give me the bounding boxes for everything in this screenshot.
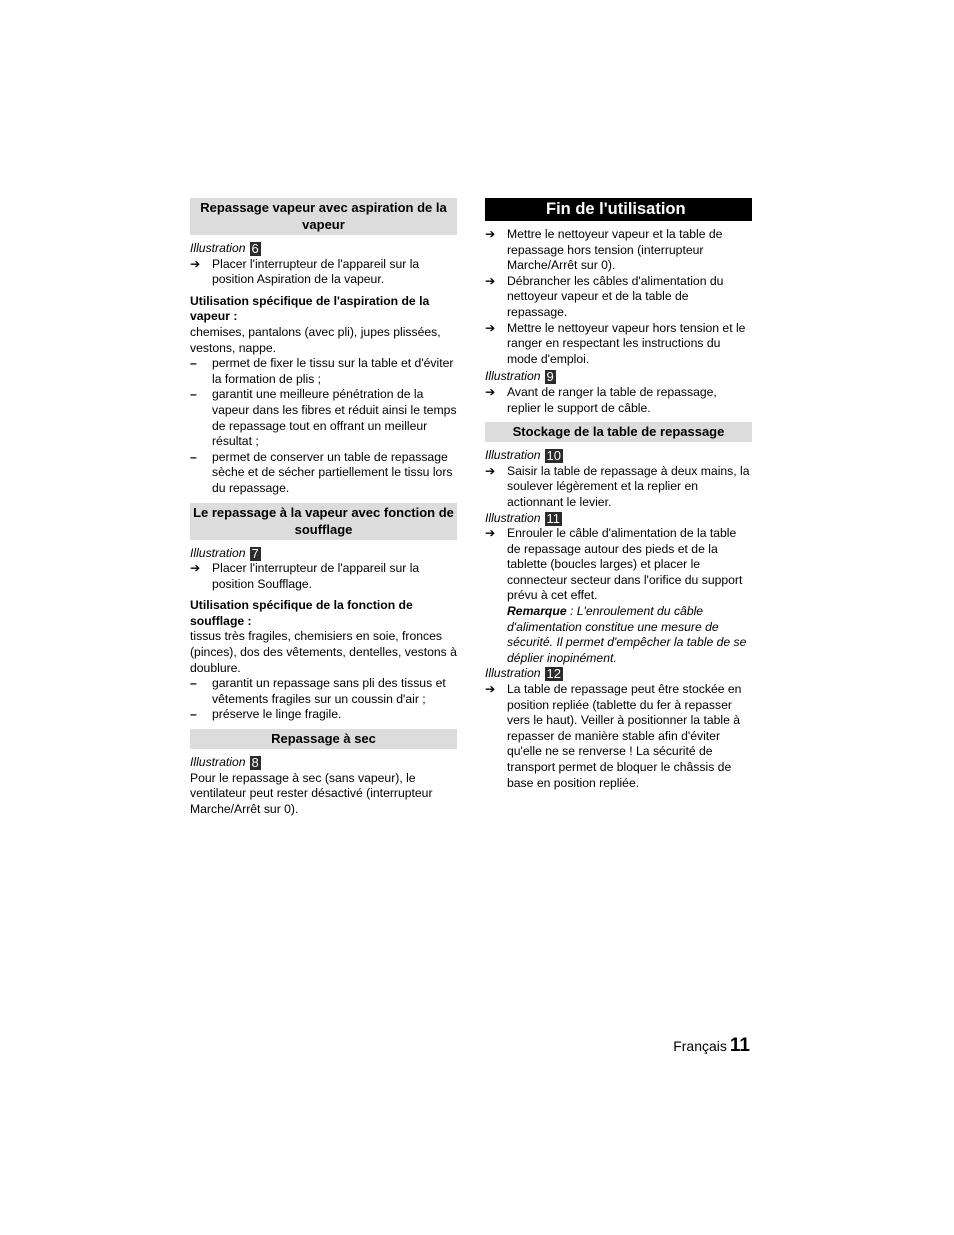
instruction-item: ➔ Enrouler le câble d'alimentation de la table de repassage autour des pieds et de la tablette (boucles larges) et placer le connecteur secteur dans l'orifice du support prévu à cet effet. bbox=[485, 526, 743, 603]
footer-language: Français bbox=[673, 1038, 727, 1054]
arrow-icon: ➔ bbox=[485, 526, 496, 541]
dash-icon: – bbox=[190, 449, 197, 464]
arrow-icon: ➔ bbox=[485, 463, 496, 478]
note-label: Remarque bbox=[507, 604, 567, 619]
main-heading: Fin de l'utilisation bbox=[485, 198, 752, 221]
dash-icon: – bbox=[190, 676, 197, 691]
illustration-ref: Illustration 8 bbox=[190, 755, 259, 771]
dash-item: – permet de conserver un table de repassage sèche et de sécher partiellement le tissu lors du repassage. bbox=[190, 449, 453, 495]
instruction-item: ➔ Avant de ranger la table de repassage, replier le support de câble. bbox=[485, 384, 717, 415]
usage-heading: Utilisation spécifique de la fonction de soufflage : bbox=[190, 598, 413, 628]
dash-item: – permet de fixer le tissu sur la table et d'éviter la formation de plis ; bbox=[190, 356, 454, 386]
instruction-item: ➔ Mettre le nettoyeur vapeur hors tension et le ranger en respectant les instructions du mode d'emploi. bbox=[485, 320, 746, 366]
safety-note: Remarque : L'enroulement du câble d'alimentation constitue une mesure de sécurité. Il permet d'empêcher la table de se déplier inopinément. bbox=[507, 604, 747, 665]
page-footer bbox=[673, 1035, 750, 1056]
illustration-number: 7 bbox=[251, 545, 259, 561]
illustration-number: 12 bbox=[546, 666, 562, 682]
illustration-ref: Illustration 9 bbox=[485, 369, 554, 385]
arrow-icon: ➔ bbox=[485, 273, 496, 288]
usage-text: tissus très fragiles, chemisiers en soie, fronces (pinces), dos des vêtements, dentelles, vestons à doublure. bbox=[190, 629, 457, 675]
instruction-item: ➔ Placer l'interrupteur de l'appareil sur la position Aspiration de la vapeur. bbox=[190, 256, 420, 287]
section-heading-soufflage: Le repassage à la vapeur avec fonction de soufflage bbox=[190, 503, 457, 540]
arrow-icon: ➔ bbox=[485, 384, 496, 399]
right-column bbox=[485, 198, 752, 791]
usage-text: chemises, pantalons (avec pli), jupes plissées, vestons, nappe. bbox=[190, 324, 441, 355]
section-heading-stockage: Stockage de la table de repassage bbox=[485, 422, 752, 442]
dash-item: – garantit un repassage sans pli des tissus et vêtements fragiles sur un coussin d'air ; bbox=[190, 676, 446, 706]
dash-icon: – bbox=[190, 707, 197, 722]
arrow-icon: ➔ bbox=[190, 561, 201, 576]
dash-icon: – bbox=[190, 387, 197, 402]
arrow-icon: ➔ bbox=[485, 682, 496, 697]
illustration-ref: Illustration 12 bbox=[485, 666, 562, 682]
body-text: Pour le repassage à sec (sans vapeur), le ventilateur peut rester désactivé (interrupteur Marche/Arrêt sur 0). bbox=[190, 770, 433, 816]
instruction-item: ➔ Placer l'interrupteur de l'appareil sur la position Soufflage. bbox=[190, 561, 420, 591]
arrow-icon: ➔ bbox=[190, 256, 201, 271]
illustration-ref: Illustration 11 bbox=[485, 510, 561, 526]
left-column bbox=[190, 198, 457, 817]
arrow-icon: ➔ bbox=[485, 320, 496, 335]
illustration-number: 8 bbox=[251, 755, 259, 771]
illustration-ref: Illustration 6 bbox=[190, 241, 259, 256]
illustration-number: 10 bbox=[546, 448, 562, 464]
instruction-item: ➔ Saisir la table de repassage à deux mains, la soulever légèrement et la replier en actionnant le levier. bbox=[485, 463, 750, 509]
illustration-number: 9 bbox=[546, 369, 554, 385]
dash-item: – garantit une meilleure pénétration de la vapeur dans les fibres et réduit ainsi le temps de repassage tout en offrant un meilleur résultat ; bbox=[190, 387, 457, 449]
dash-item: – préserve le linge fragile. bbox=[190, 707, 342, 722]
section-heading-aspiration: Repassage vapeur avec aspiration de la vapeur bbox=[190, 198, 457, 235]
illustration-number: 11 bbox=[546, 510, 561, 526]
arrow-icon: ➔ bbox=[485, 227, 496, 241]
illustration-number: 6 bbox=[251, 241, 259, 256]
instruction-item: ➔ Mettre le nettoyeur vapeur et la table de repassage hors tension (interrupteur Marche/Arrêt sur 0). bbox=[485, 227, 723, 273]
instruction-item: ➔ La table de repassage peut être stockée en position repliée (tablette du fer à repasser vers le haut). Veiller à positionner la table à repasser de manière stable afin d'éviter qu'elle ne se renverse ! La sécurité de transport permet de bloquer le châssis de base en position repliée. bbox=[485, 682, 742, 790]
section-heading-sec: Repassage à sec bbox=[190, 729, 457, 749]
illustration-ref: Illustration 10 bbox=[485, 448, 562, 464]
page-number: 11 bbox=[729, 1035, 750, 1056]
instruction-item: ➔ Débrancher les câbles d'alimentation du nettoyeur vapeur et de la table de repassage. bbox=[485, 273, 724, 319]
illustration-ref: Illustration 7 bbox=[190, 545, 259, 561]
dash-icon: – bbox=[190, 356, 197, 371]
usage-heading: Utilisation spécifique de l'aspiration de la vapeur : bbox=[190, 293, 430, 324]
